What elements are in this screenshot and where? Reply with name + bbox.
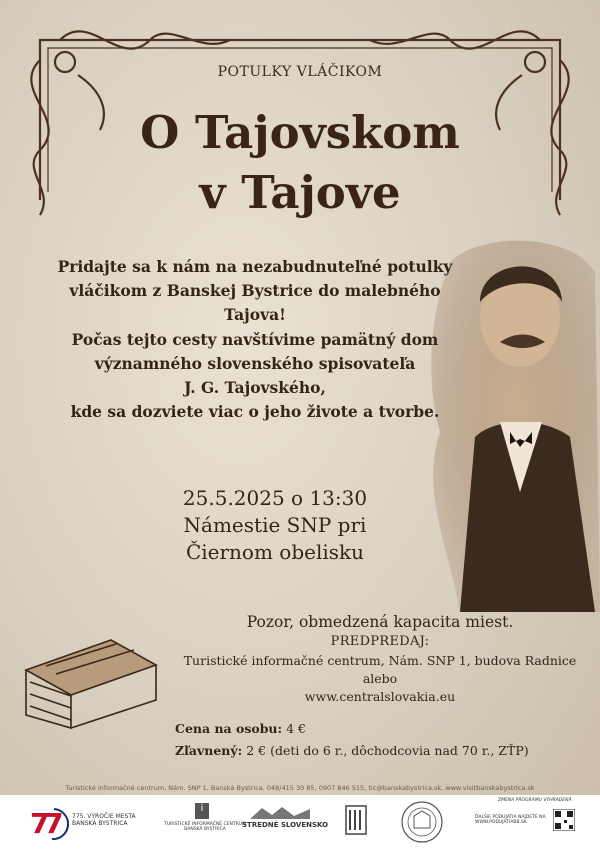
tic-logo-text: TURISTICKÉ INFORMAČNÉ CENTRUM BANSKÁ BYSTRICA <box>164 822 246 832</box>
poster-kicker: POTULKY VLÁČIKOM <box>217 64 383 80</box>
presale-info <box>150 633 600 706</box>
price-value: 4 € <box>286 721 307 736</box>
intro-line: Tajova! <box>224 305 286 325</box>
event-datetime: 25.5.2025 o 13:30 <box>182 486 368 510</box>
more-events-text: ĎALŠIE PODUJATIA NÁJDETE NA WWW.PODUJATIABB.SK <box>475 815 546 825</box>
intro-line: významného slovenského spisovateľa <box>94 353 416 373</box>
city-seal-icon <box>400 800 444 844</box>
event-place-line1: Námestie SNP pri <box>183 513 367 537</box>
intro-line: Pridajte sa k nám na nezabudnuteľné potulky <box>57 257 453 276</box>
price-label: Cena na osobu: <box>175 721 283 736</box>
svg-text:7: 7 <box>44 807 64 840</box>
intro-line: Počas tejto cesty navštívime pamätný dom <box>71 329 439 349</box>
event-place-line2: Čiernom obelisku <box>185 540 365 564</box>
capacity-notice: Pozor, obmedzená kapacita miest. <box>246 613 514 631</box>
contact-line: Turistické informačné centrum, Nám. SNP 1, Banská Bystrica, 048/415 30 85, 0907 846 515, tic@banskabystrica.sk, www.visitbanskabystrica.sk <box>65 784 535 792</box>
anniversary-logo-text: 775. VÝROČIE MESTA BANSKÁ BYSTRICA <box>72 813 136 827</box>
presale-line: Turistické informačné centrum, Nám. SNP 1, budova Radnice <box>183 652 577 668</box>
intro-line: kde sa dozviete viac o jeho živote a tvorbe. <box>70 402 440 422</box>
intro-line: J. G. Tajovského, <box>184 377 326 397</box>
presale-website: www.centralslovakia.eu <box>304 689 456 705</box>
price-row-full <box>175 718 529 740</box>
anniversary-logo-icon <box>30 805 70 841</box>
svg-text:7: 7 <box>30 807 50 840</box>
info-icon: i <box>195 803 209 819</box>
qr-code-icon[interactable] <box>553 809 575 831</box>
price-label: Zľavnený: <box>175 742 243 758</box>
price-info <box>175 718 529 762</box>
central-slovakia-logo-text: STREDNÉ SLOVENSKO <box>242 821 329 829</box>
presale-line: alebo <box>362 670 398 686</box>
presale-heading: PREDPREDAJ: <box>330 634 430 649</box>
book-illustration <box>16 630 166 730</box>
program-change-notice: ZMENA PROGRAMU VYHRADENÁ <box>498 798 572 803</box>
price-value: 2 € (deti do 6 r., dôchodcovia nad 70 r., ZŤP) <box>246 742 529 758</box>
poster-title-line1: O Tajovskom <box>140 106 460 159</box>
sponsor-footer <box>0 795 600 849</box>
mountains-icon <box>250 805 310 819</box>
intro-line: vláčikom z Banskej Bystrice do malebného <box>69 281 441 301</box>
poster-title-line2: v Tajove <box>199 166 401 219</box>
intro-text <box>40 255 470 424</box>
museum-logo-icon <box>345 805 367 835</box>
price-row-discount <box>175 740 529 762</box>
event-details <box>110 485 440 566</box>
